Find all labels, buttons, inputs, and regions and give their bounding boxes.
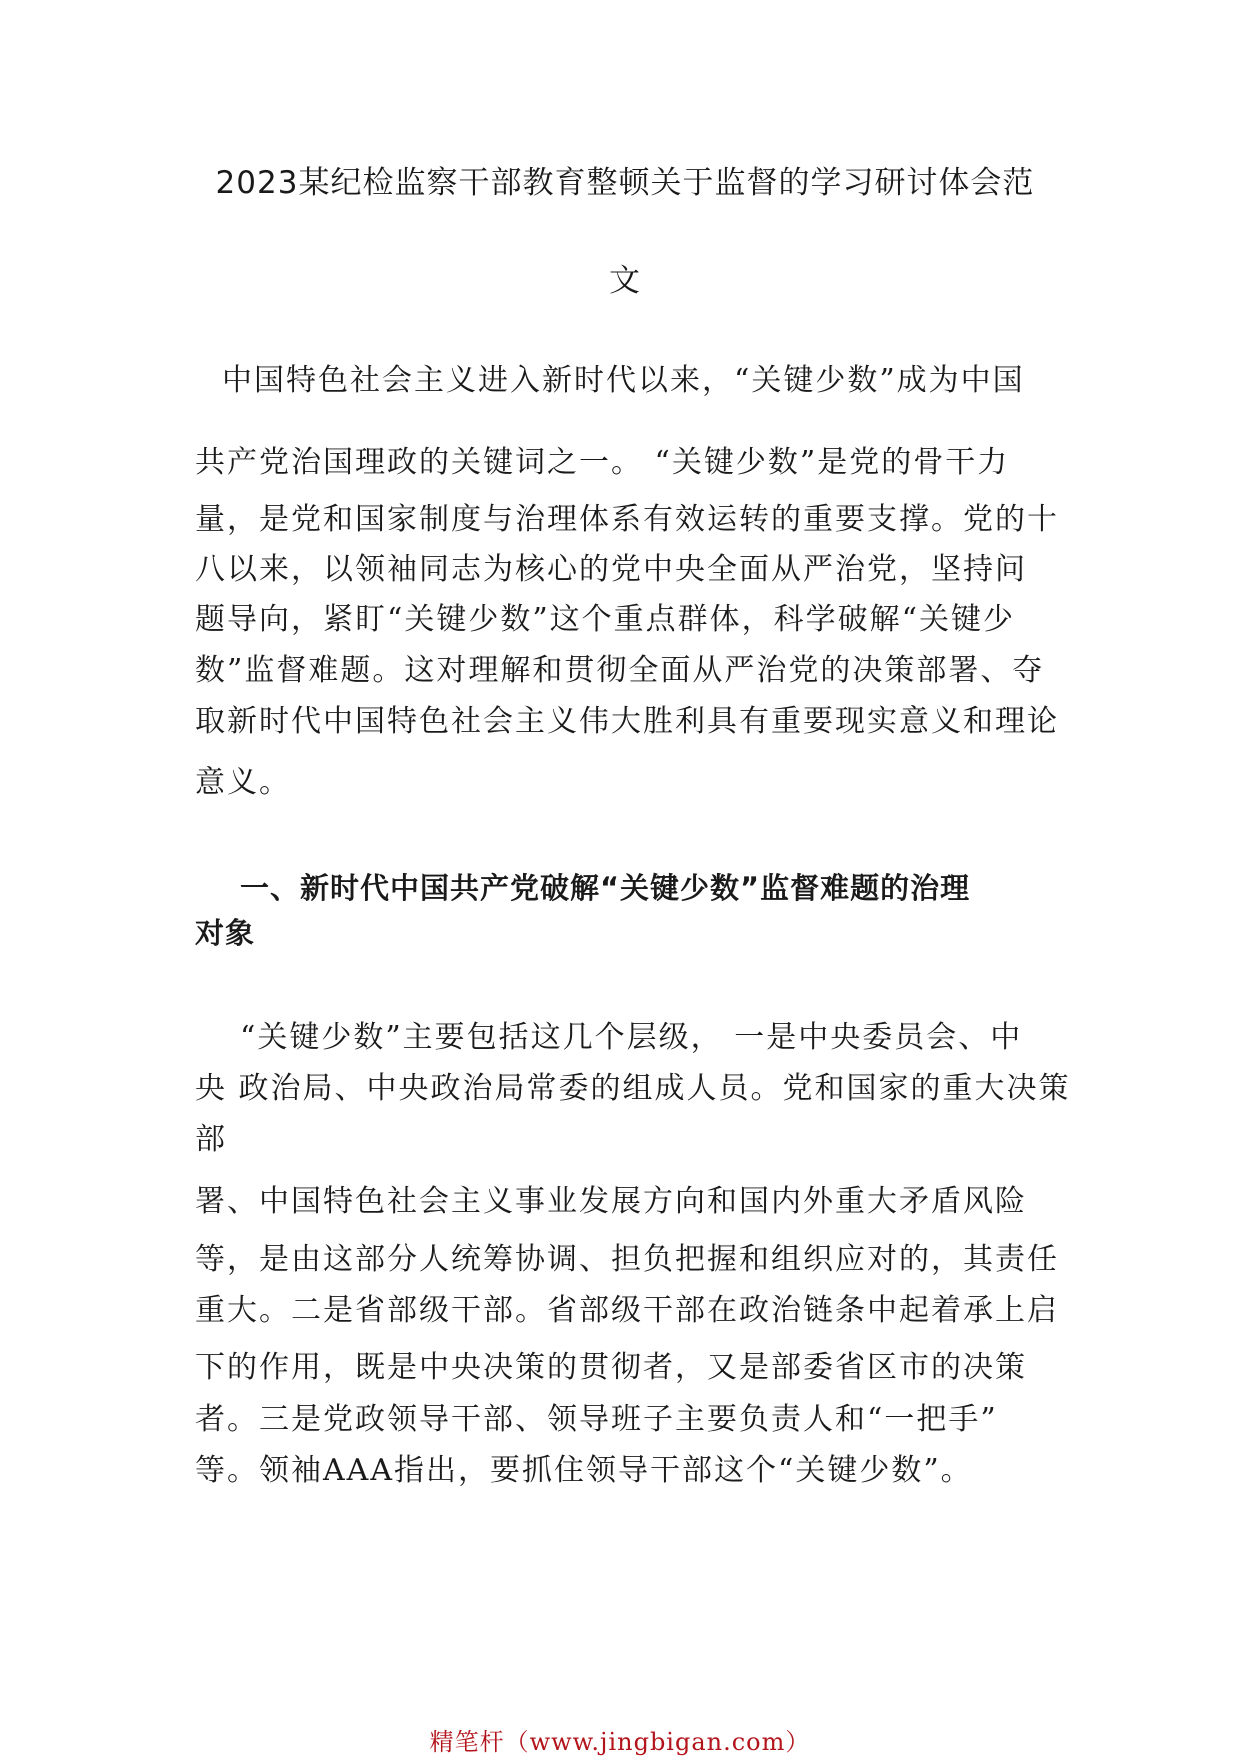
intro-line: 量，是党和国家制度与治理体系有效运转的重要支撑。党的十 xyxy=(195,502,1059,537)
footer-watermark: 精笔杆（www.jingbigan.com） xyxy=(429,1728,811,1756)
intro-line: 数”监督难题。这对理解和贯彻全面从严治党的决策部署、夺 xyxy=(195,653,1045,688)
intro-line: 八以来，以领袖同志为核心的党中央全面从严治党，坚持问 xyxy=(195,552,1027,587)
section-line: 者。三是党政领导干部、领导班子主要负责人和“一把手” xyxy=(195,1402,998,1437)
intro-line: 题导向，紧盯“关键少数”这个重点群体，科学破解“关键少 xyxy=(195,602,1016,637)
section-heading-line: 对象 xyxy=(195,916,256,950)
section-line: 重大。二是省部级干部。省部级干部在政治链条中起着承上启 xyxy=(195,1293,1059,1328)
section-line: 等。领袖AAA指出，要抓住领导干部这个“关键少数”。 xyxy=(195,1453,973,1488)
section-line: 下的作用，既是中央决策的贯彻者，又是部委省区市的决策 xyxy=(195,1350,1027,1385)
section-line: 等，是由这部分人统筹协调、担负把握和组织应对的，其责任 xyxy=(195,1242,1059,1277)
intro-line: 中国特色社会主义进入新时代以来，“关键少数”成为中国 xyxy=(222,363,1025,398)
intro-line: 意义。 xyxy=(195,765,291,800)
section-line: 部 xyxy=(195,1122,227,1157)
section-line: 署、中国特色社会主义事业发展方向和国内外重大矛盾风险 xyxy=(195,1184,1027,1219)
document-title-line-2: 文 xyxy=(609,263,641,299)
document-title-line-1: 2023某纪检监察干部教育整顿关于监督的学习研讨体会范 xyxy=(215,165,1035,201)
section-line: “关键少数”主要包括这几个层级， 一是中央委员会、中 xyxy=(240,1020,1023,1055)
section-heading-line: 一、新时代中国共产党破解“关键少数”监督难题的治理 xyxy=(240,871,971,905)
section-line: 央 政治局、中央政治局常委的组成人员。党和国家的重大决策 xyxy=(195,1071,1071,1106)
intro-line: 取新时代中国特色社会主义伟大胜利具有重要现实意义和理论 xyxy=(195,704,1059,739)
intro-line: 共产党治国理政的关键词之一。 “关键少数”是党的骨干力 xyxy=(195,445,1010,480)
